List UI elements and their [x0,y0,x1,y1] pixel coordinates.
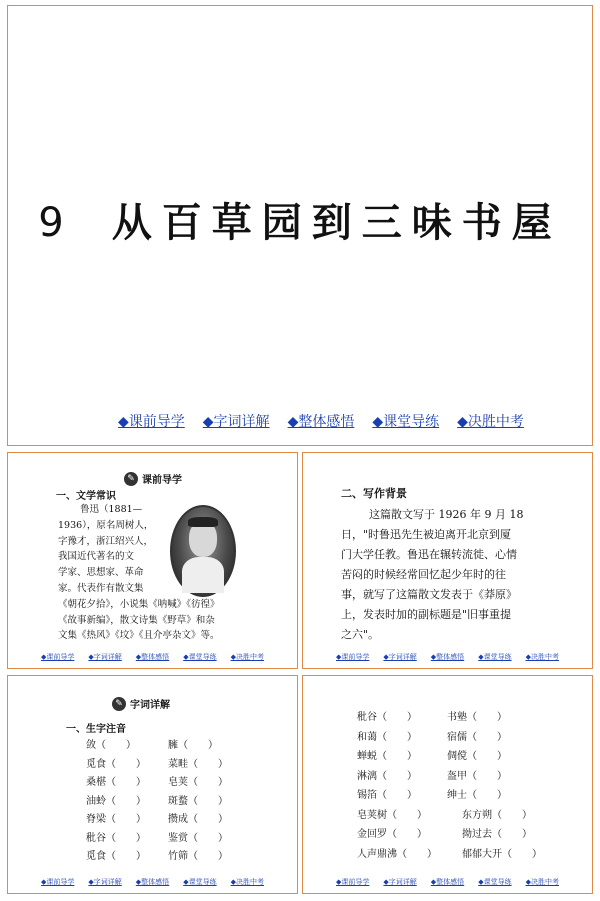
nav-practice[interactable]: ◆课堂导练 [183,653,217,661]
vocab-row [357,806,542,826]
pre-study-slide [7,452,298,669]
badge-label: 课前导学 [142,475,182,486]
title-slide [7,5,593,446]
author-portrait [170,505,236,597]
text-line: 《故事新编》，散文诗集《野草》和杂 [58,614,215,626]
vocab-item: 攒成（ ） [168,814,228,825]
nav-exam[interactable]: ◆决胜中考 [457,414,524,430]
vocab-item: 油蛉（ ） [86,795,146,807]
nav-pre-study[interactable]: ◆课前导学 [41,878,75,886]
vocab-item: 绅士（ ） [447,790,507,801]
section-heading: 二、写作背景 [341,487,407,500]
text-line: 鲁迅（1881— [80,504,143,515]
book-icon: ✎ [112,697,126,711]
nav-exam[interactable]: ◆决胜中考 [230,878,264,886]
vocab-slide [7,675,298,894]
vocab-row [86,793,228,812]
vocab-row [357,786,542,806]
vocab-item: 臃（ ） [168,740,218,751]
vocab-item: 人声鼎沸（ ） [357,848,437,860]
background-text [341,505,523,645]
vocab-grid [86,737,228,867]
text-line: 家。代表作有散文集 [58,582,144,594]
vocab-item: 蝉蜕（ ） [357,751,417,762]
vocab-item: 金回罗（ ） [357,829,427,840]
vocab-item: 鉴赏（ ） [168,832,228,844]
slide-nav [8,652,297,662]
nav-overall[interactable]: ◆整体感悟 [430,653,465,661]
nav-practice[interactable]: ◆课堂导练 [183,878,217,886]
text-line: 这篇散文写于 1926 年 9 月 18 [369,508,524,521]
vocab-item: 桑椹（ ） [86,777,146,788]
vocab-item: 郁郁大开（ ） [462,848,542,860]
vocab-row [357,767,542,787]
vocab-item: 皂荚树（ ） [357,809,427,821]
vocab-row [86,774,228,793]
section-badge [124,471,182,486]
vocab-item: 淋漓（ ） [357,770,417,782]
vocab-grid [357,708,542,864]
vocab-item: 东方朔（ ） [462,809,532,821]
nav-exam[interactable]: ◆决胜中考 [230,653,264,661]
slide-nav [8,877,297,887]
nav-vocab[interactable]: ◆字词详解 [383,653,417,661]
lesson-title [8,191,592,248]
nav-vocab[interactable]: ◆字词详解 [202,414,270,430]
text-line: 上，发表时加的副标题是"旧事重提 [341,608,512,621]
vocab-row [86,756,228,775]
nav-vocab[interactable]: ◆字词详解 [383,878,417,886]
vocab-row [357,708,542,728]
vocab-row [357,845,542,865]
vocab-item: 书塾（ ） [447,712,507,723]
text-line: 日，"时鲁迅先生被迫离开北京到厦 [341,528,512,541]
vocab-row [86,811,228,830]
slide-nav [303,877,592,887]
slide-nav [303,652,592,662]
main-nav [118,411,542,431]
nav-vocab[interactable]: ◆字词详解 [88,653,122,661]
lesson-number: 9 [38,200,74,246]
badge-label: 字词详解 [130,700,170,711]
vocab-item: 觅食（ ） [86,758,146,770]
text-line: 门大学任教。鲁迅在辗转流徙、心情 [341,548,517,561]
vocab-item: 脊梁（ ） [86,814,146,825]
vocab-item: 和蔼（ ） [357,731,417,743]
text-line: 《朝花夕拾》，小说集《呐喊》《彷徨》 [58,598,220,610]
portrait-hair [188,517,218,527]
vocab-item: 宿儒（ ） [447,731,507,743]
vocab-item: 秕谷（ ） [86,832,146,844]
text-line: 学家、思想家、革命 [58,567,144,579]
nav-pre-study[interactable]: ◆课前导学 [336,653,370,661]
nav-practice[interactable]: ◆课堂导练 [478,878,512,886]
nav-pre-study[interactable]: ◆课前导学 [336,878,370,886]
vocab-row [86,848,228,867]
text-line: 苦闷的时候经常回忆起少年时的往 [341,568,506,581]
vocab-item: 竹筛（ ） [168,851,228,862]
nav-pre-study[interactable]: ◆课前导学 [41,653,75,661]
section-heading: 一、生字注音 [66,724,126,735]
text-line: 我国近代著名的文 [58,551,135,563]
vocab-item: 锡箔（ ） [357,790,417,801]
book-icon: ✎ [124,472,138,486]
text-line: 事，就写了这篇散文发表于《莽原》 [341,588,517,601]
nav-exam[interactable]: ◆决胜中考 [525,878,559,886]
text-line: 字豫才，浙江绍兴人， [58,535,154,547]
section-badge [112,696,170,711]
vocab-continued-slide [302,675,593,894]
vocab-item: 盔甲（ ） [447,770,507,782]
nav-overall[interactable]: ◆整体感悟 [135,878,170,886]
text-line: 之六"。 [341,628,380,641]
vocab-row [86,737,228,756]
nav-practice[interactable]: ◆课堂导练 [372,414,440,430]
nav-vocab[interactable]: ◆字词详解 [88,878,122,886]
vocab-item: 拗过去（ ） [462,829,532,840]
nav-pre-study[interactable]: ◆课前导学 [118,414,185,430]
portrait-body [182,557,224,593]
vocab-item: 觅食（ ） [86,851,146,862]
vocab-row [357,747,542,767]
vocab-item: 秕谷（ ） [357,712,417,723]
nav-exam[interactable]: ◆决胜中考 [525,653,559,661]
text-line: 1936），原名周树人， [58,519,154,531]
section-heading: 一、文学常识 [56,491,116,502]
nav-overall[interactable]: ◆整体感悟 [287,414,355,430]
vocab-item: 菜畦（ ） [168,758,228,770]
vocab-item: 倜傥（ ） [447,751,507,762]
background-slide [302,452,593,669]
nav-overall[interactable]: ◆整体感悟 [135,653,170,661]
vocab-item: 斑蝥（ ） [168,795,228,807]
vocab-row [357,825,542,845]
vocab-row [86,830,228,849]
vocab-row [357,728,542,748]
nav-practice[interactable]: ◆课堂导练 [478,653,512,661]
text-line: 文集《热风》《坟》《且介亭杂文》等。 [58,630,220,642]
vocab-item: 敛（ ） [86,740,136,751]
vocab-item: 皂荚（ ） [168,777,228,788]
nav-overall[interactable]: ◆整体感悟 [430,878,465,886]
lesson-title-text: 从百草园到三味书屋 [111,199,562,246]
